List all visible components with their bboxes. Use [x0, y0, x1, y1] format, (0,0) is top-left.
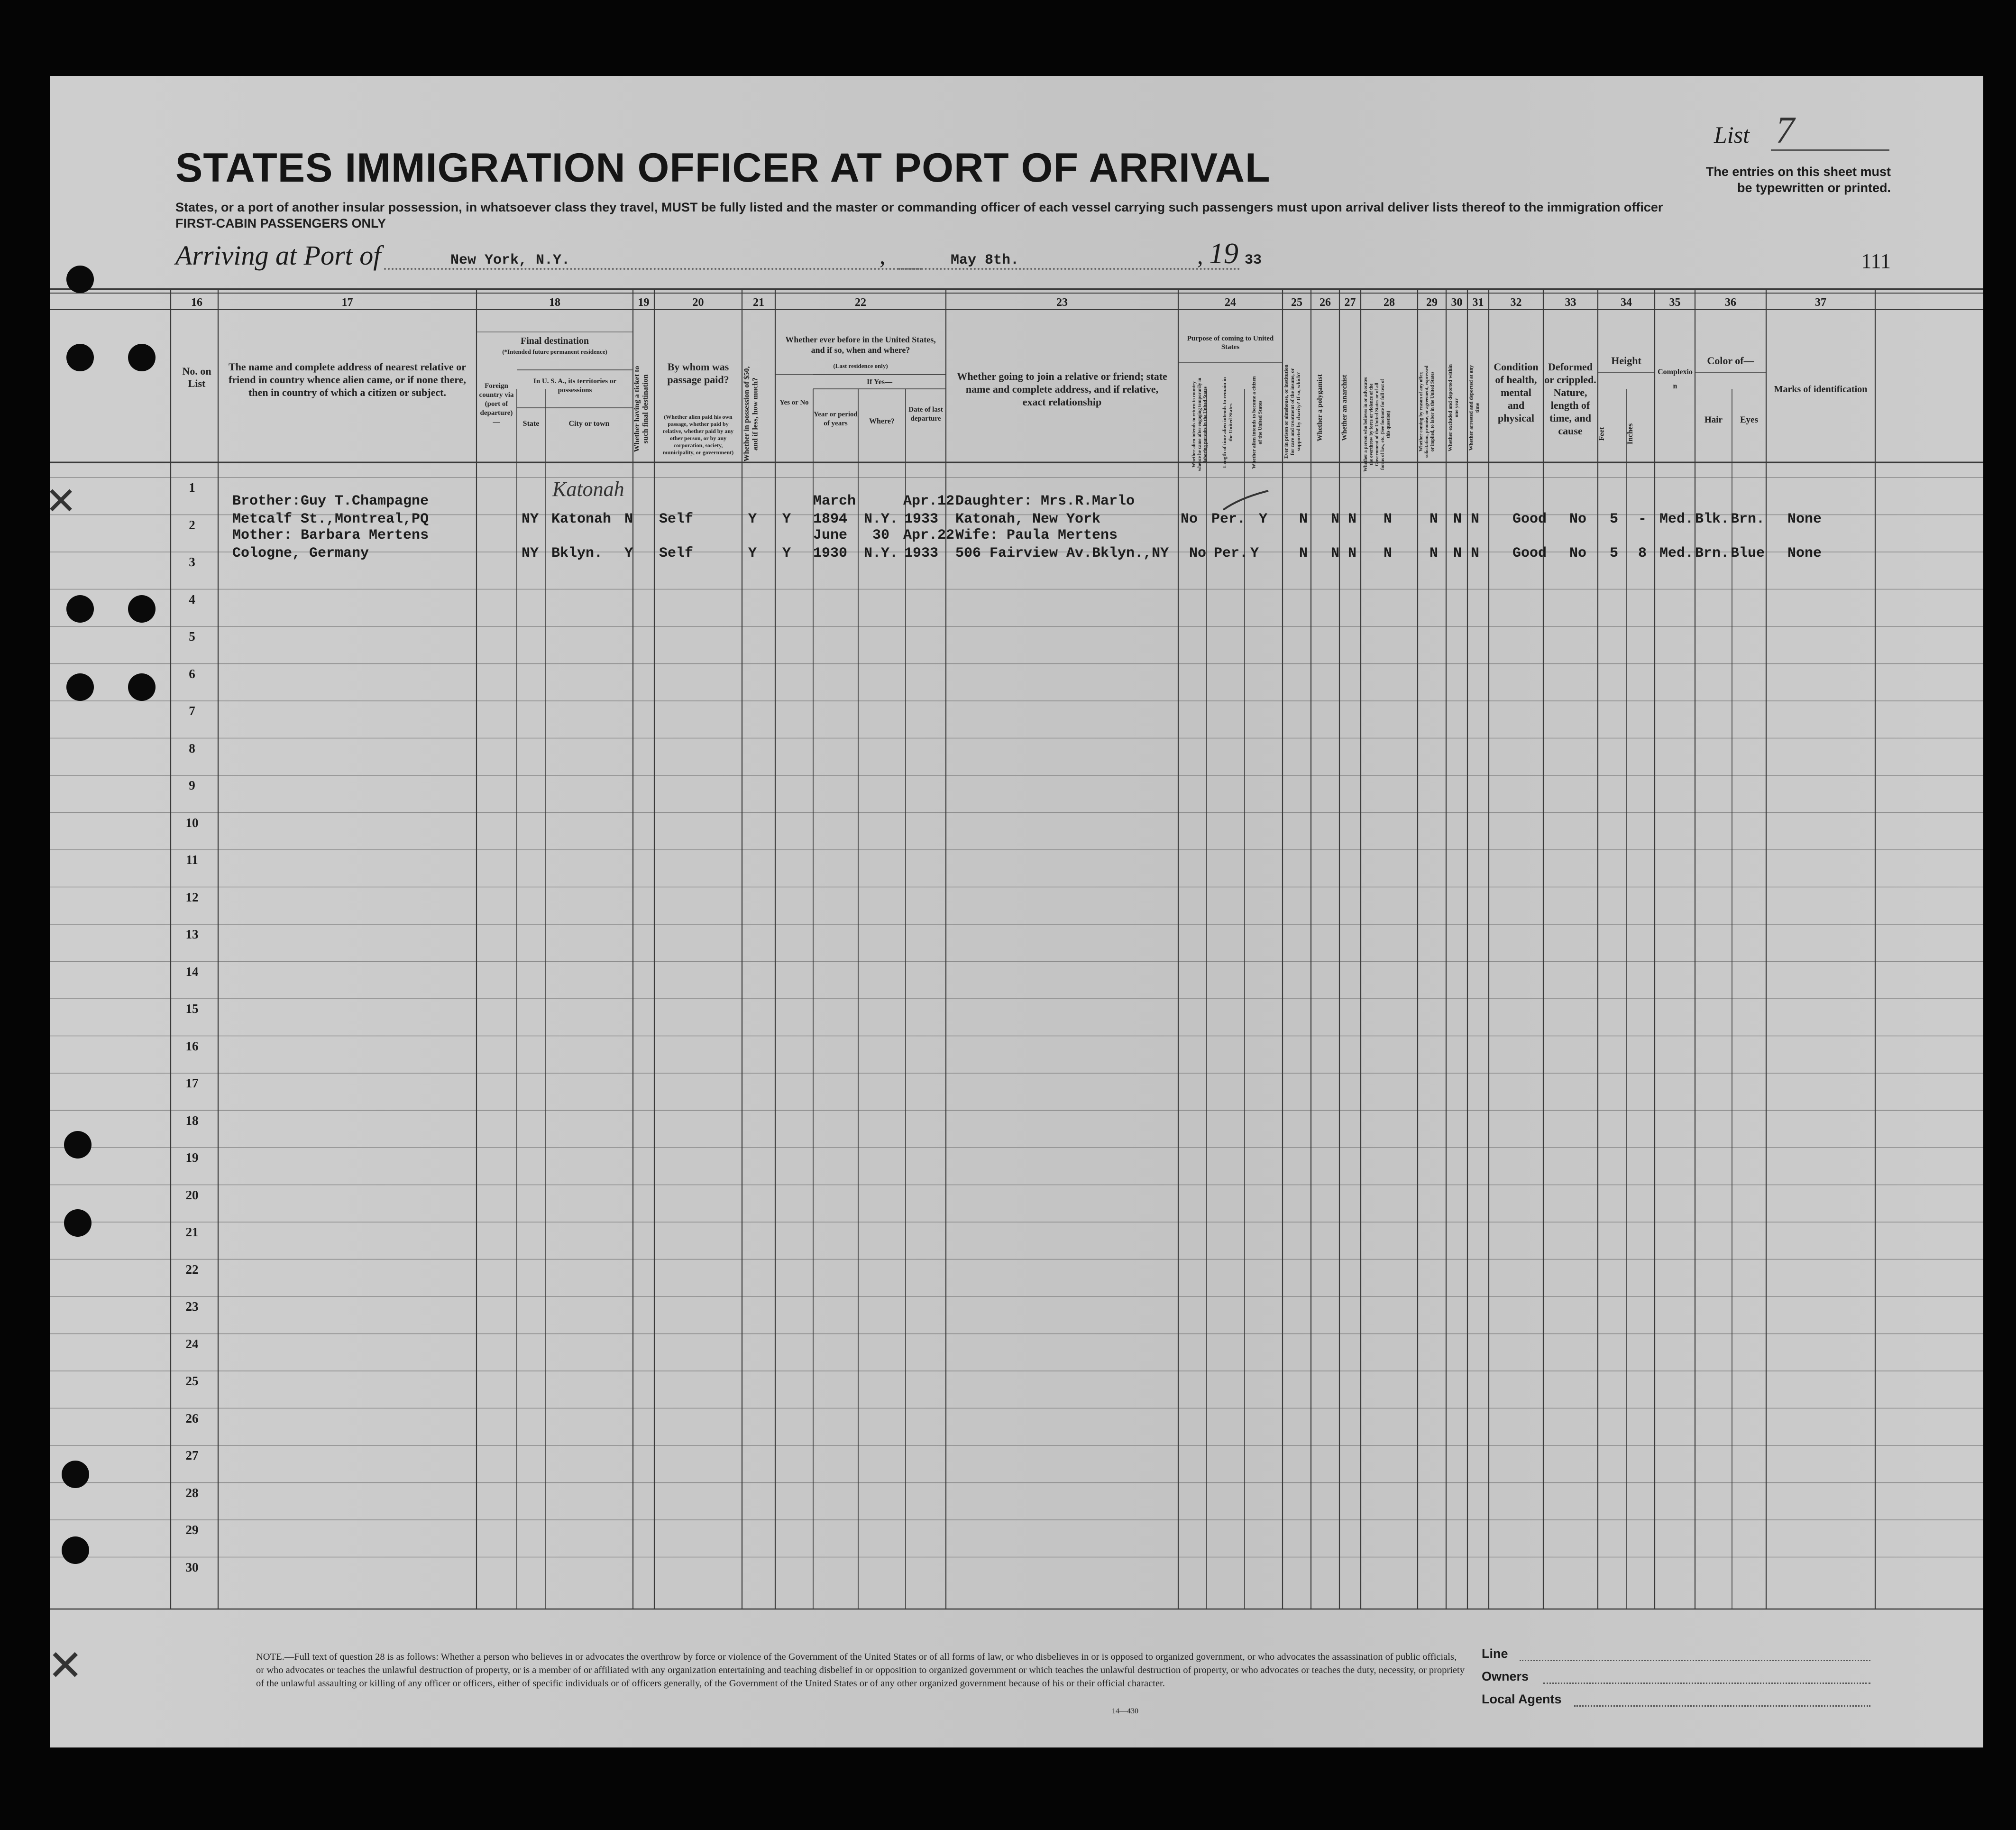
agents-dotted-field	[1574, 1705, 1870, 1707]
column-number: 36	[1725, 296, 1736, 309]
cabin-class-label: FIRST-CABIN PASSENGERS ONLY	[175, 216, 386, 230]
row1-year-line2: 1894	[813, 511, 848, 527]
owners-label: Owners	[1482, 1669, 1529, 1683]
row2-fifty: Y	[748, 545, 757, 561]
column-number: 25	[1291, 296, 1302, 309]
row1-paid-by: Self	[659, 511, 694, 527]
row2-return: No	[1189, 545, 1207, 561]
page-title: STATES IMMIGRATION OFFICER AT PORT OF ARRIVAL	[175, 145, 1271, 191]
header-feet: Feet	[1598, 427, 1606, 441]
row-number: 24	[185, 1336, 199, 1351]
binder-hole	[66, 344, 94, 371]
row1-year-line1: March	[813, 493, 856, 509]
year-suffix: 33	[1245, 252, 1262, 268]
header-no-on-list: No. on List	[182, 365, 211, 389]
header-final-destination-sub: (*Intended future permanent residence)	[502, 348, 607, 355]
list-number: 7	[1776, 110, 1795, 151]
row1-health: Good	[1512, 511, 1547, 527]
binder-hole	[64, 1131, 92, 1159]
row1-departure-line1: Apr.12	[903, 493, 955, 509]
row2-where-line1: 30	[872, 527, 890, 543]
header-if-yes: If Yes—	[866, 378, 893, 386]
row1-return: No	[1181, 511, 1198, 527]
row-number: 6	[189, 666, 195, 681]
row-number: 26	[185, 1411, 199, 1425]
row2-deformed: No	[1569, 545, 1587, 561]
row1-labor: N	[1430, 511, 1439, 527]
row1-fifty: Y	[748, 511, 757, 527]
row1-state: NY	[522, 511, 539, 527]
row2-labor: N	[1430, 545, 1439, 561]
row2-citizen: Y	[1250, 545, 1259, 561]
row-number: 11	[186, 853, 198, 867]
header-excluded: Whether excluded and deported within one year	[1448, 364, 1459, 451]
header-passage-paid-sub: (Whether alien paid his own passage, whether paid by relative, whether paid by any other person, or by any corporation, society, municipality, or government)	[662, 414, 734, 456]
column-number: 24	[1225, 296, 1236, 309]
row-number: 16	[185, 1039, 199, 1053]
row2-before: Y	[782, 545, 791, 561]
header-city: City or town	[568, 420, 610, 428]
typewritten-note-line-1: The entries on this sheet must	[1705, 165, 1891, 179]
manifest-sheet	[50, 76, 1983, 1747]
header-anarchist: Whether an anarchist	[1341, 375, 1348, 441]
year-prefix: 19	[1209, 238, 1238, 270]
header-arrested: Whether arrested and deported at any time	[1468, 365, 1480, 451]
line-dotted-field	[1520, 1660, 1870, 1661]
row1-marks: None	[1787, 511, 1822, 527]
column-number: 26	[1320, 296, 1331, 309]
row2-paid-by: Self	[659, 545, 694, 561]
header-question-28: Whether a person who believes in or advocates the overthrow by force or violence of the Government of the United States or of all forms of law, etc. (See footnote for full text of this question)	[1363, 377, 1391, 472]
footnote-question-28: NOTE.—Full text of question 28 is as follows: Whether a person who believes in or advocates the overthrow by force or violence of the Government of the United States or of all forms of law, or who disbelieves in or is opposed to organized government, or who advocates the assassination of public officials, or who advocates or teaches the unlawful destruction of property, or is a member of or affiliated with any organization entertaining and teaching disbelief in or opposition to organized government or which teaches the unlawful destruction of property, or who advocates or teaches the duty, necessity, or propriety of the unlawful assaulting or killing of any officer or officers, either of specific individuals or of officers generally, of the Government of the United States or of any other organized government because of his or their official character.	[256, 1652, 1465, 1689]
row1-join-line2: Katonah, New York	[955, 511, 1101, 527]
column-number: 27	[1344, 296, 1356, 309]
row1-arrested: N	[1471, 511, 1480, 527]
binder-hole	[128, 595, 156, 623]
header-join-relative: Whether going to join a relative or friend; state name and complete address, and if relative, exact relationship	[957, 370, 1167, 408]
header-eyes: Eyes	[1740, 415, 1758, 425]
row2-departure-line2: 1933	[904, 545, 939, 561]
row1-prison: N	[1299, 511, 1308, 527]
row-number: 27	[185, 1448, 199, 1462]
header-inches: Inches	[1626, 423, 1634, 445]
column-number: 21	[753, 296, 764, 309]
row2-health: Good	[1512, 545, 1547, 561]
column-number: 33	[1565, 296, 1576, 309]
row-number: 9	[189, 778, 195, 792]
header-health: Condition of health, mental and physical	[1494, 361, 1539, 424]
row2-year-line2: 1930	[813, 545, 848, 561]
column-number: 34	[1621, 296, 1632, 309]
row2-relative-line1: Mother: Barbara Mertens	[232, 527, 429, 543]
row-number: 19	[185, 1150, 199, 1165]
header-deformed: Deformed or crippled. Nature, length of time, and cause	[1544, 361, 1596, 437]
header-color-of: Color of—	[1707, 355, 1754, 367]
handwritten-check-mark	[1221, 488, 1273, 522]
row1-eyes: Brn.	[1731, 511, 1765, 527]
comma-separator: ,	[880, 242, 886, 269]
row2-eyes: Blue	[1731, 545, 1765, 561]
row1-ticket: N	[624, 511, 633, 527]
row1-feet: 5	[1610, 511, 1619, 527]
row2-feet: 5	[1610, 545, 1619, 561]
column-number: 19	[638, 296, 650, 309]
row-number: 7	[189, 704, 195, 718]
column-number: 23	[1056, 296, 1068, 309]
header-state: State	[522, 420, 540, 428]
column-number: 30	[1451, 296, 1463, 309]
row-number: 4	[189, 592, 195, 607]
row1-question-28: N	[1384, 511, 1393, 527]
row2-where-line2: N.Y.	[864, 545, 898, 561]
margin-x-mark: ✕	[45, 479, 77, 523]
header-passage-paid: By whom was passage paid?	[667, 361, 729, 386]
header-year-period: Year or period of years	[814, 411, 858, 427]
row-number: 14	[185, 964, 199, 979]
binder-hole	[64, 1209, 92, 1237]
header-marks: Marks of identification	[1774, 384, 1868, 395]
row-number: 22	[185, 1262, 199, 1277]
row1-anarchist: N	[1348, 511, 1357, 527]
row1-before: Y	[782, 511, 791, 527]
column-number: 28	[1384, 296, 1395, 309]
header-ticket: Whether having a ticket to such final destination	[633, 366, 650, 452]
header-length-of-stay: Length of time alien intends to remain in the United States	[1222, 377, 1234, 468]
comma-separator: ,	[1197, 242, 1203, 269]
binder-hole	[66, 595, 94, 623]
row2-city: Bklyn.	[551, 545, 603, 561]
column-number: 37	[1815, 296, 1826, 309]
port-value: New York, N.Y.	[450, 252, 570, 268]
header-purpose: Purpose of coming to United States	[1187, 335, 1274, 351]
row2-arrested: N	[1471, 545, 1480, 561]
header-hair: Hair	[1704, 415, 1723, 425]
header-nearest-relative: The name and complete address of nearest relative or friend in country whence alien came, or if none there, then in country of which a citizen or subject.	[228, 361, 467, 398]
row2-inches: 8	[1638, 545, 1647, 561]
binder-hole	[128, 344, 156, 371]
row-number: 18	[185, 1113, 199, 1128]
row-number: 17	[185, 1076, 199, 1090]
row-number: 15	[185, 1002, 199, 1016]
row-number: 10	[185, 815, 199, 830]
row-number: 12	[185, 890, 199, 904]
row1-inches: -	[1638, 511, 1647, 527]
header-fifty-dollars: Whether in possession of $50, and if less, how much?	[742, 366, 760, 462]
column-number: 32	[1510, 296, 1522, 309]
row1-departure-line2: 1933	[904, 511, 939, 527]
row2-year-line1: June	[813, 527, 848, 543]
instructions-text: States, or a port of another insular possession, in whatsoever class they travel, MUST be fully listed and the master or commanding officer of each vessel carrying such passengers must upon arrival deliver lists thereof to the immigration officer	[175, 200, 1663, 214]
row1-complexion: Med.	[1659, 511, 1694, 527]
binder-hole	[62, 1536, 89, 1564]
row2-hair: Brn.	[1695, 545, 1730, 561]
header-polygamist: Whether a polygamist	[1316, 374, 1324, 441]
row1-polygamist: N	[1331, 511, 1340, 527]
column-number: 22	[855, 296, 866, 309]
header-in-usa: In U. S. A., its territories or possessions	[533, 377, 616, 394]
row2-ticket: Y	[624, 545, 633, 561]
row-number: 5	[189, 629, 195, 644]
row1-length-of-stay: Per.	[1211, 511, 1246, 527]
row-number: 28	[185, 1485, 199, 1500]
row-number: 3	[189, 555, 195, 569]
row1-where: N.Y.	[864, 511, 898, 527]
row2-relative-line2: Cologne, Germany	[232, 545, 369, 561]
row1-citizen: Y	[1259, 511, 1268, 527]
header-foreign-country: Foreign country via (port of departure)—	[479, 382, 514, 426]
row2-marks: None	[1787, 545, 1822, 561]
page-number: 111	[1861, 249, 1891, 273]
row1-join-line1: Daughter: Mrs.R.Marlo	[955, 493, 1135, 509]
owners-dotted-field	[1543, 1683, 1870, 1684]
arriving-label: Arriving at Port of	[175, 240, 381, 271]
row-number: 13	[185, 927, 199, 941]
row2-excluded: N	[1453, 545, 1462, 561]
row-number: 25	[185, 1374, 199, 1388]
column-number: 35	[1669, 296, 1681, 309]
header-date-last-departure: Date of last departure	[908, 406, 943, 423]
row-number: 21	[185, 1225, 199, 1239]
header-height: Height	[1611, 355, 1641, 367]
local-agents-label: Local Agents	[1482, 1692, 1562, 1706]
row2-complexion: Med.	[1659, 545, 1694, 561]
form-grid	[50, 76, 1983, 1747]
column-number: 17	[341, 296, 353, 309]
row1-relative-line1: Brother:Guy T.Champagne	[232, 493, 429, 509]
row2-anarchist: N	[1348, 545, 1357, 561]
row-number: 30	[185, 1560, 199, 1574]
row2-prison: N	[1299, 545, 1308, 561]
row1-hair: Blk.	[1695, 511, 1730, 527]
margin-x-mark: ✕	[47, 1641, 83, 1691]
binder-hole	[66, 673, 94, 701]
row-number: 20	[185, 1187, 199, 1202]
header-citizen-intent: Whether alien intends to become a citizen of the United States	[1251, 376, 1263, 469]
column-number: 16	[191, 296, 202, 309]
row2-departure-line1: Apr.22	[903, 527, 955, 543]
column-number: 20	[692, 296, 704, 309]
row2-length-of-stay: Per.	[1214, 545, 1248, 561]
row-number: 2	[189, 517, 195, 532]
header-last-residence: (Last residence only)	[833, 362, 888, 369]
header-prison: Ever in prison or almshouse, or institution for care and treatment of the insane, or supported by charity? If so, which?	[1283, 364, 1301, 459]
row-number: 8	[189, 741, 195, 755]
typewritten-note-line-2: be typewritten or printed.	[1737, 181, 1891, 195]
row1-excluded: N	[1453, 511, 1462, 527]
header-where: Where?	[869, 417, 895, 425]
date-value: May 8th.	[951, 252, 1019, 268]
binder-hole	[66, 266, 94, 293]
row1-city: Katonah	[551, 511, 612, 527]
row2-polygamist: N	[1331, 545, 1340, 561]
header-final-destination: Final destination	[521, 336, 589, 346]
column-number: 29	[1426, 296, 1438, 309]
row1-deformed: No	[1569, 511, 1587, 527]
form-number: 14—430	[1112, 1707, 1138, 1715]
row1-relative-line2: Metcalf St.,Montreal,PQ	[232, 511, 429, 527]
header-ever-before: Whether ever before in the United States, and if so, when and where?	[785, 335, 936, 355]
header-complexion: Complexion	[1658, 368, 1693, 390]
list-label: List	[1714, 121, 1750, 148]
row-number: 1	[189, 480, 195, 495]
line-label: Line	[1482, 1646, 1508, 1661]
row2-state: NY	[522, 545, 539, 561]
row2-join-line1: Wife: Paula Mertens	[955, 527, 1118, 543]
column-number: 18	[549, 296, 560, 309]
row-number: 23	[185, 1299, 199, 1314]
row2-join-line2: 506 Fairview Av.Bklyn.,NY	[955, 545, 1169, 561]
header-return-intent: Whether alien intends to return to country whence he came after engaging temporarily in laboring pursuits in the United States	[1191, 377, 1208, 471]
header-yes-or-no: Yes or No	[779, 399, 809, 406]
row1-city-handwritten: Katonah	[552, 478, 624, 501]
binder-hole	[62, 1461, 89, 1488]
row2-question-28: N	[1384, 545, 1393, 561]
row-number: 29	[185, 1523, 199, 1537]
column-number: 31	[1472, 296, 1484, 309]
binder-hole	[128, 673, 156, 701]
header-labor-offer: Whether coming by reason of any offer, solicitation, promise, or agreement, expressed or implied, to labor in the United States	[1419, 366, 1435, 458]
